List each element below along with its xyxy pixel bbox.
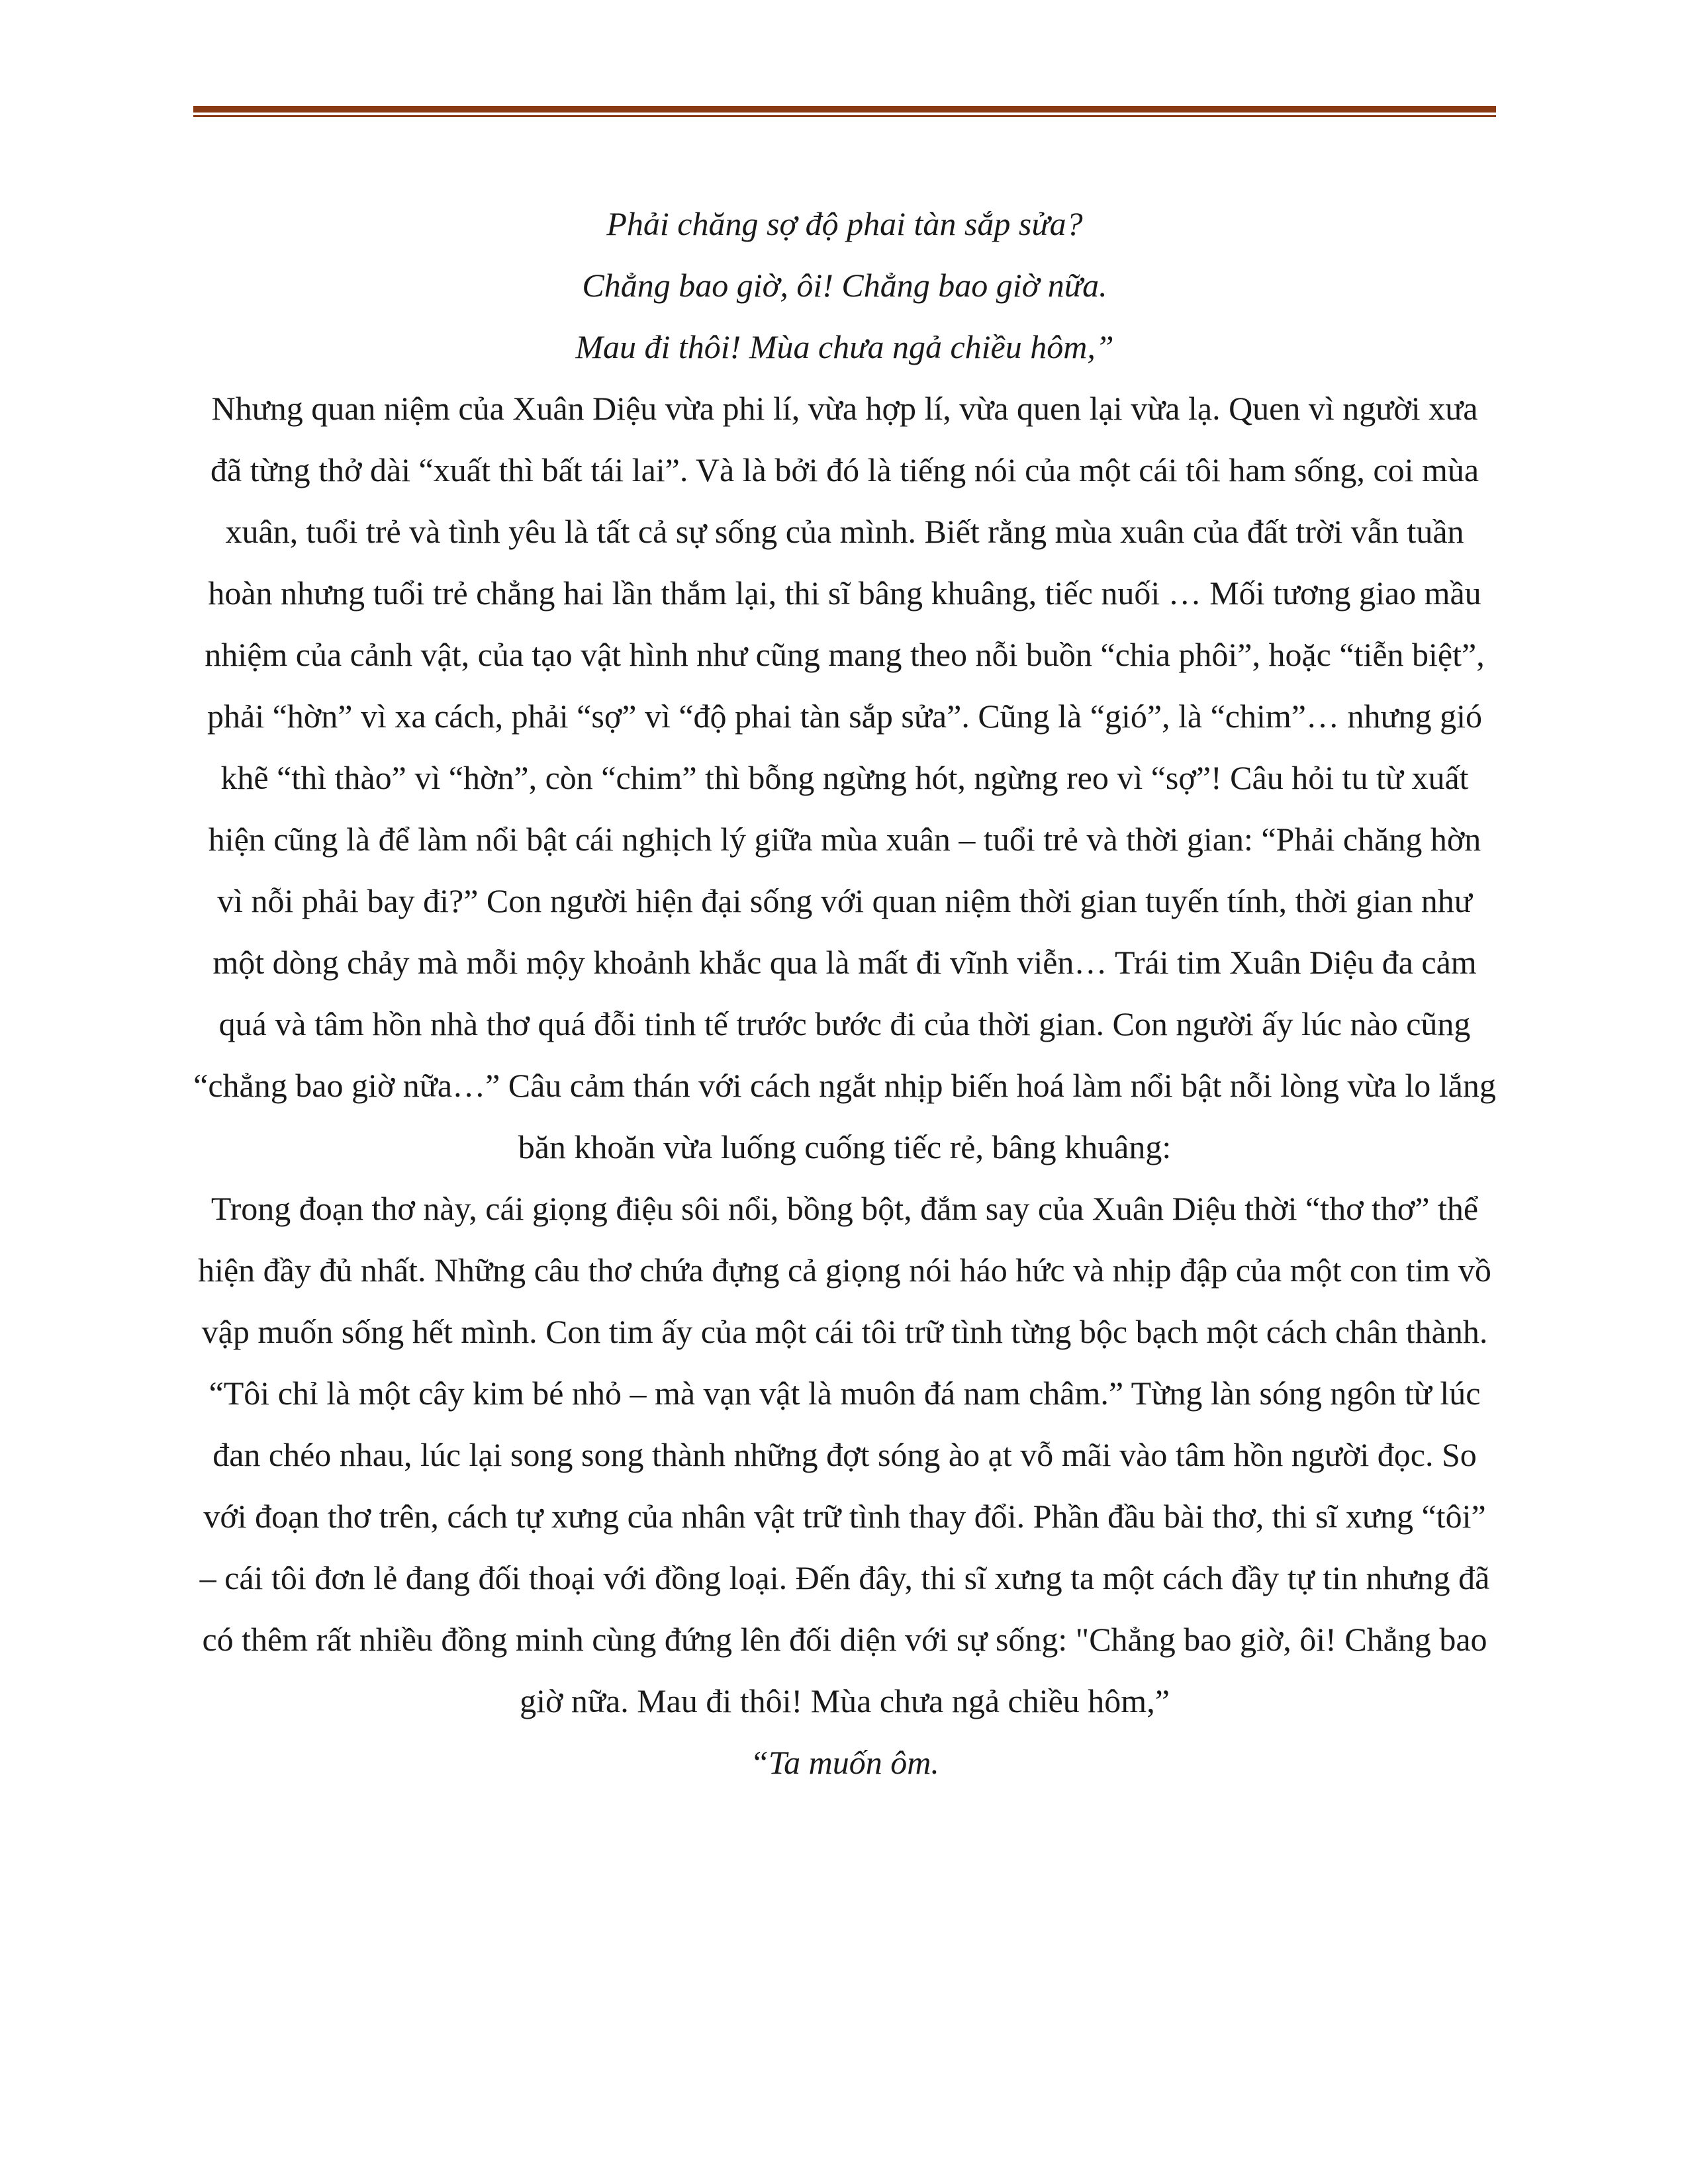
verse-line: Mau đi thôi! Mùa chưa ngả chiều hôm,” (575, 328, 1114, 365)
paragraph-1: Nhưng quan niệm của Xuân Diệu vừa phi lí, vừa hợp lí, vừa quen lại vừa lạ. Quen vì người xưa đã từng thở dài “xuất thì bất tái lai”. Và là bởi đó là tiếng nói của một cái tôi ham sống, coi mùa xuân, tuổi trẻ và tình yêu là tất cả sự sống của mình. Biết rằng mùa xuân của đất trời vẫn tuần hoàn nhưng tuổi trẻ chẳng hai lần thắm lại, thi sĩ bâng khuâng, tiếc nuối … Mối tương giao mầu nhiệm của cảnh vật, của tạo vật hình như cũng mang theo nỗi buồn “chia phôi”, hoặc “tiễn biệt”, phải “hờn” vì xa cách, phải “sợ” vì “độ phai tàn sắp sửa”. Cũng là “gió”, là “chim”… nhưng gió khẽ “thì thào” vì “hờn”, còn “chim” thì bỗng ngừng hót, ngừng reo vì “sợ”! Câu hỏi tu từ xuất hiện cũng là để làm nổi bật cái nghịch lý giữa mùa xuân – tuổi trẻ và thời gian: “Phải chăng hờn vì nỗi phải bay đi?” Con người hiện đại sống với quan niệm thời gian tuyến tính, thời gian như một dòng chảy mà mỗi mộy khoảnh khắc qua là mất đi vĩnh viễn… Trái tim Xuân Diệu đa cảm quá và tâm hồn nhà thơ quá đỗi tinh tế trước bước đi của thời gian. Con người ấy lúc nào cũng “chẳng bao giờ nữa…” Câu cảm thán với cách ngắt nhịp biến hoá làm nổi bật nỗi lòng vừa lo lắng băn khoăn vừa luống cuống tiếc rẻ, bâng khuâng: (193, 390, 1496, 1165)
verse-line: Chẳng bao giờ, ôi! Chẳng bao giờ nữa. (582, 267, 1107, 304)
document-body (193, 193, 1496, 1794)
header-rule-thick (193, 106, 1496, 113)
verse-line-bottom: “Ta muốn ôm. (750, 1744, 939, 1781)
header-rule-thin (193, 115, 1496, 117)
paragraph-2: Trong đoạn thơ này, cái giọng điệu sôi nổi, bồng bột, đắm say của Xuân Diệu thời “thơ thơ” thể hiện đầy đủ nhất. Những câu thơ chứa đựng cả giọng nói háo hức và nhịp đập của một con tim vồ vập muốn sống hết mình. Con tim ấy của một cái tôi trữ tình từng bộc bạch một cách chân thành. “Tôi chỉ là một cây kim bé nhỏ – mà vạn vật là muôn đá nam châm.” Từng làn sóng ngôn từ lúc đan chéo nhau, lúc lại song song thành những đợt sóng ào ạt vỗ mãi vào tâm hồn người đọc. So với đoạn thơ trên, cách tự xưng của nhân vật trữ tình thay đổi. Phần đầu bài thơ, thi sĩ xưng “tôi” – cái tôi đơn lẻ đang đối thoại với đồng loại. Đến đây, thi sĩ xưng ta một cách đầy tự tin nhưng đã có thêm rất nhiều đồng minh cùng đứng lên đối diện với sự sống: "Chẳng bao giờ, ôi! Chẳng bao giờ nữa. Mau đi thôi! Mùa chưa ngả chiều hôm,” (198, 1190, 1491, 1719)
verse-line: Phải chăng sợ độ phai tàn sắp sửa? (606, 205, 1083, 242)
header-rule (193, 106, 1496, 118)
